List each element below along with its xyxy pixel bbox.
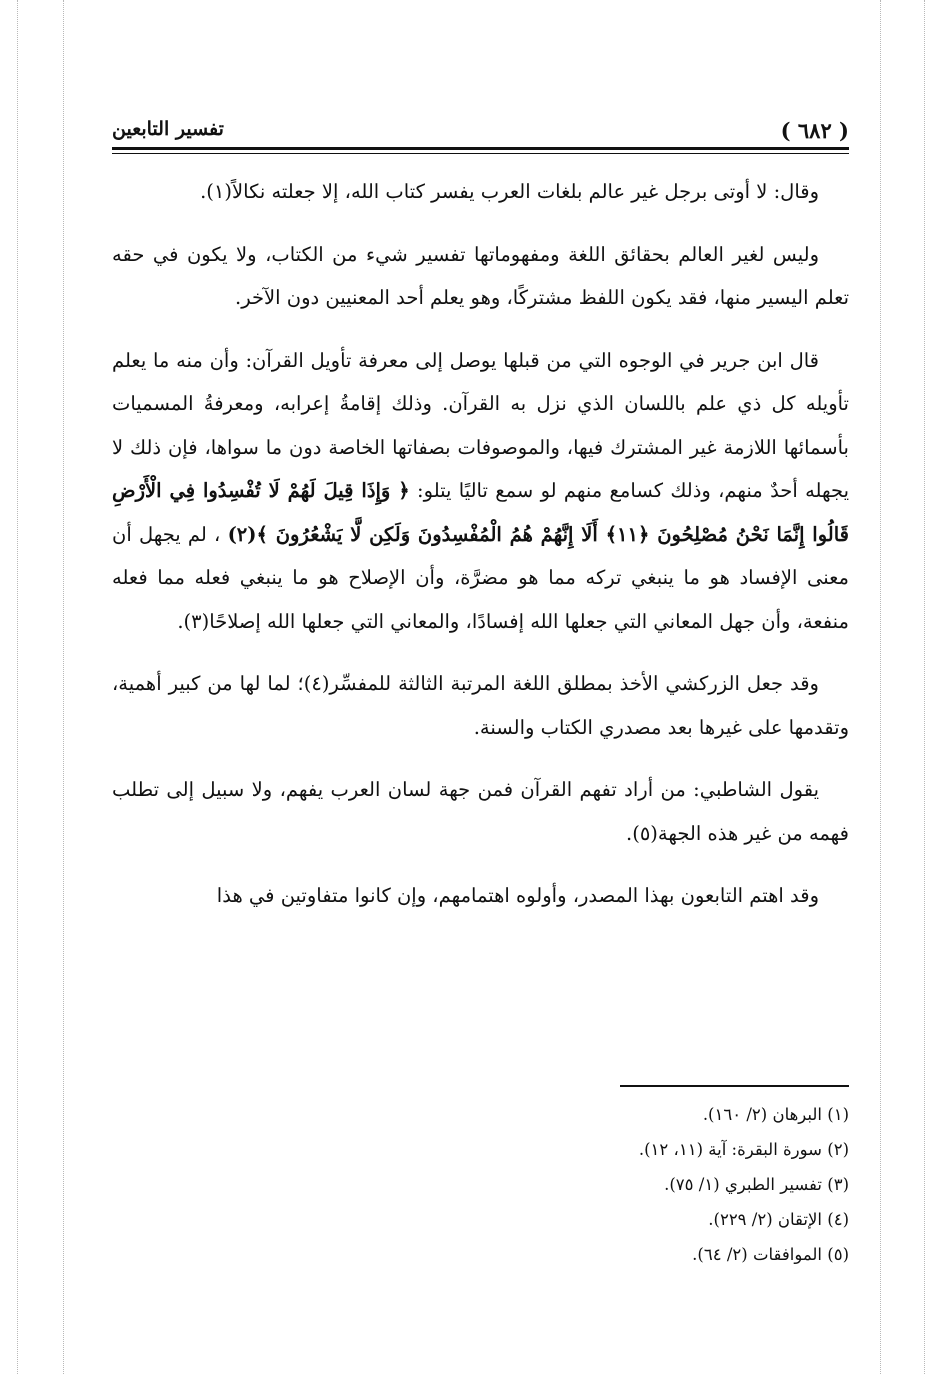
paragraph-4: وقد جعل الزركشي الأخذ بمطلق اللغة المرتبة الثالثة للمفسِّر(٤)؛ لما لها من كبير أهمية، وتقدمها على غيرها بعد مصدري الكتاب والسنة.: [112, 672, 849, 739]
paragraph-3: [112, 339, 849, 644]
body-text: [112, 170, 849, 937]
footnote-3: (٣) تفسير الطبري (١/ ٧٥).: [664, 1175, 849, 1194]
footnote-4: (٤) الإتقان (٢/ ٢٢٩).: [708, 1210, 849, 1229]
paragraph-5: يقول الشاطبي: من أراد تفهم القرآن فمن جهة لسان العرب يفهم، ولا سبيل إلى تطلب فهمه من غير هذه الجهة(٥).: [112, 778, 849, 845]
page-number: ( ٦٨٢ ): [780, 118, 849, 143]
footnote-2: (٢) سورة البقرة: آية (١١، ١٢).: [638, 1140, 849, 1159]
quran-verse: ﴿ وَإِذَا قِيلَ لَهُمْ لَا تُفْسِدُوا فِي الْأَرْضِ قَالُوا إِنَّمَا نَحْنُ مُصْلِحُونَ ﴿١١﴾ أَلَا إِنَّهُمْ هُمُ الْمُفْسِدُونَ وَلَكِن لَّا يَشْعُرُونَ ﴾(٢): [112, 479, 849, 546]
header-rule-thin: [112, 153, 849, 154]
scan-dotted-line: [880, 0, 881, 1374]
scan-dotted-line: [63, 0, 64, 1374]
paragraph-1: وقال: لا أوتى برجل غير عالم بلغات العرب يفسر كتاب الله، إلا جعلته نكالاً(١).: [200, 180, 819, 203]
page-header: [112, 112, 849, 150]
footnotes: [112, 1097, 849, 1272]
footnote-5: (٥) الموافقات (٢/ ٦٤).: [692, 1245, 849, 1264]
scan-dotted-line: [924, 0, 925, 1374]
footnote-1: (١) البرهان (٢/ ١٦٠).: [702, 1105, 849, 1124]
header-rule: [112, 147, 849, 150]
paragraph-6: وقد اهتم التابعون بهذا المصدر، وأولوه اهتمامهم، وإن كانوا متفاوتين في هذا: [216, 884, 819, 907]
verse-continuation: ، لم يجهل أن معنى الإفساد هو ما ينبغي تركه مما هو مضرَّة، وأن الإصلاح هو ما ينبغي فعله مما فعله منفعة، وأن جهل المعاني التي جعلها الله إفسادًا، والمعاني التي جعلها الله إصلاحًا(٣).: [112, 522, 849, 633]
scan-dotted-line: [17, 0, 18, 1374]
running-title: تفسير التابعين: [112, 118, 224, 140]
paragraph-3-text: قال ابن جرير في الوجوه التي من قبلها يوصل إلى معرفة تأويل القرآن: وأن منه ما يعلم تأويله كل ذي علم باللسان الذي نزل به القرآن. وذلك إقامةُ إعرابه، ومعرفةُ المسميات بأسمائها اللازمة غير المشترك فيها، والموصوفات بصفاتها الخاصة دون ما سواها، فإن ذلك لا يجهله أحدٌ منهم، وذلك كسامع منهم لو سمع تاليًا يتلو:: [112, 348, 850, 502]
footnote-separator: [620, 1085, 849, 1087]
paragraph-2: وليس لغير العالم بحقائق اللغة ومفهوماتها تفسير شيء من الكتاب، ولا يكون في حقه تعلم اليسير منها، فقد يكون اللفظ مشتركًا، وهو يعلم أحد المعنيين دون الآخر.: [112, 242, 849, 309]
